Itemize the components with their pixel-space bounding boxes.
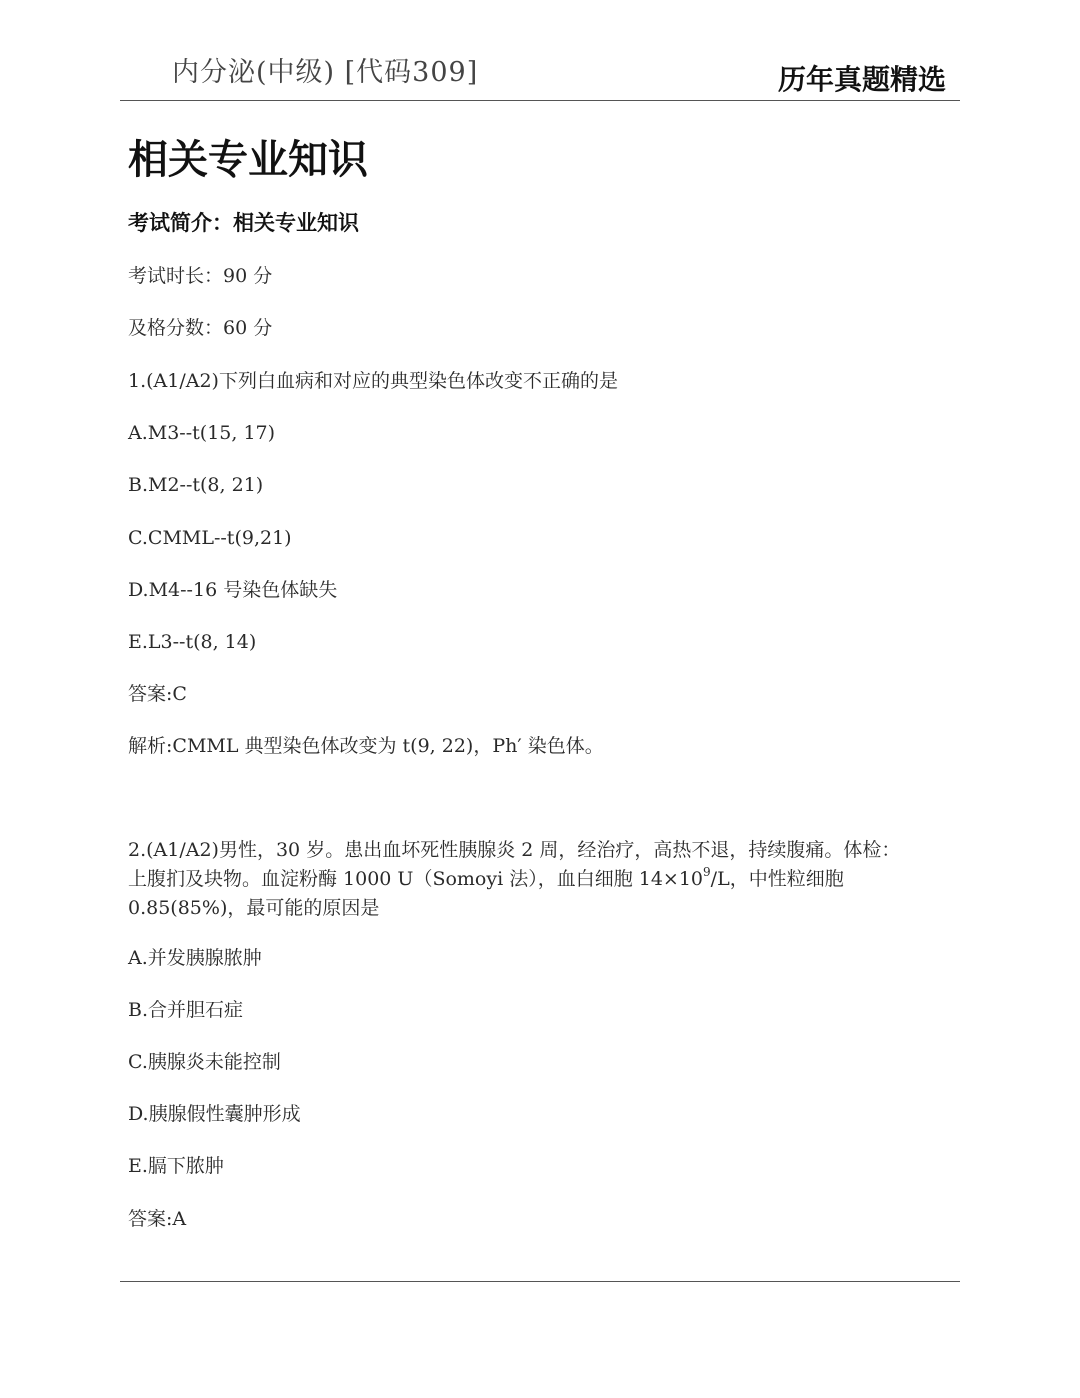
exam-intro-heading: 考试简介：相关专业知识 bbox=[128, 211, 359, 235]
header-divider bbox=[120, 100, 960, 101]
question-2-answer: 答案:A bbox=[128, 1208, 187, 1230]
question-1-stem: 1.(A1/A2)下列白血病和对应的典型染色体改变不正确的是 bbox=[128, 370, 618, 392]
question-2-stem-line-2-text: 上腹扪及块物。血淀粉酶 1000 U（Somoyi 法），血白细胞 14×10 bbox=[128, 868, 704, 890]
question-2-stem-line-2 bbox=[128, 865, 968, 894]
page-title: 相关专业知识 bbox=[128, 137, 368, 183]
exam-duration: 考试时长：90 分 bbox=[128, 265, 273, 287]
question-2-stem-line-1: 2.(A1/A2)男性，30 岁。患出血坏死性胰腺炎 2 周，经治疗，高热不退，持续腹痛。体检： bbox=[128, 839, 901, 861]
question-2-option-b: B.合并胆石症 bbox=[128, 999, 244, 1021]
question-2-stem bbox=[128, 836, 968, 923]
question-2-stem-line-3: 0.85(85%)，最可能的原因是 bbox=[128, 897, 380, 919]
question-2-option-a: A.并发胰腺脓肿 bbox=[128, 947, 262, 969]
passing-score: 及格分数：60 分 bbox=[128, 317, 273, 339]
question-2-option-d: D.胰腺假性囊肿形成 bbox=[128, 1103, 301, 1125]
header-series-label: 历年真题精选 bbox=[777, 63, 946, 96]
question-2-option-c: C.胰腺炎未能控制 bbox=[128, 1051, 281, 1073]
question-1-option-c: C.CMML--t(9,21) bbox=[128, 527, 292, 549]
question-1-option-e: E.L3--t(8, 14) bbox=[128, 631, 257, 653]
question-1-option-a: A.M3--t(15, 17) bbox=[128, 422, 276, 444]
question-2-stem-line-2-tail: /L，中性粒细胞 bbox=[710, 868, 844, 890]
question-1-answer: 答案:C bbox=[128, 683, 187, 705]
exponent: 9 bbox=[703, 865, 711, 879]
question-2-option-e: E.膈下脓肿 bbox=[128, 1155, 224, 1177]
question-1-explanation: 解析:CMML 典型染色体改变为 t(9, 22)，Ph′ 染色体。 bbox=[128, 735, 604, 757]
question-1-option-b: B.M2--t(8, 21) bbox=[128, 474, 264, 496]
question-1-option-d: D.M4--16 号染色体缺失 bbox=[128, 579, 338, 601]
header-course-title: 内分泌(中级) [代码309] bbox=[172, 57, 479, 88]
footer-divider bbox=[120, 1281, 960, 1282]
